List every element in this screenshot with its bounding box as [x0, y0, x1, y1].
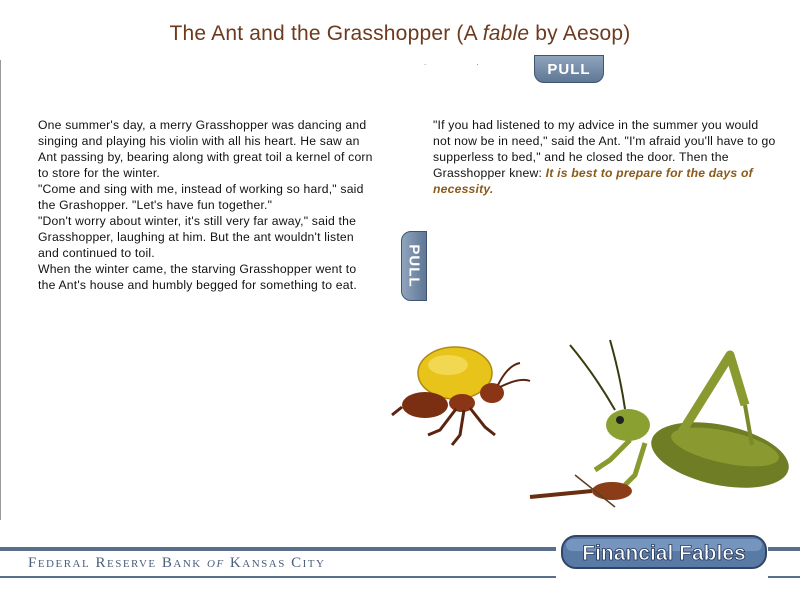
pull-tab-side-label: PULL [405, 244, 423, 288]
footer-rule-top-right [768, 547, 800, 551]
org-name-of: of [207, 555, 225, 571]
footer-rule-bottom-right [768, 576, 800, 578]
page-title [0, 22, 800, 46]
story-paragraph: When the winter came, the starving Grasshopper went to the Ant's house and humbly begged for something to eat. [38, 262, 357, 292]
story-paragraph: "Come and sing with me, instead of working so hard," said the Grashopper. "Let's have fun together." [38, 182, 364, 212]
title-suffix: by Aesop) [529, 22, 631, 45]
federal-reserve-logo-text [28, 555, 325, 572]
org-name-part: Federal Reserve Bank [28, 555, 207, 571]
story-moral: It is best to prepare for the days of necessity. [433, 166, 753, 196]
ant-and-grasshopper-illustration [380, 335, 800, 510]
story-right-column [433, 117, 778, 197]
financial-fables-logo [560, 532, 768, 572]
footer-rule-bottom [0, 576, 556, 578]
story-left-column [38, 117, 373, 293]
story-ending: "If you had listened to my advice in the summer you would not now be in need," said the Ant. "I'm afraid you'll have to go supperless to bed," and he closed the door. Then the Grasshopper knew: [433, 118, 776, 180]
story-paragraph: "Don't worry about winter, it's still very far away," said the Grasshopper, laughing at him. But the ant wouldn't listen and continued to toil. [38, 214, 357, 260]
footer-rule-top [0, 547, 556, 551]
decorative-dots: . . [424, 58, 503, 67]
logo-text: Financial Fables [582, 542, 746, 565]
org-name-part: Kansas City [224, 555, 326, 571]
left-divider [0, 60, 1, 520]
pull-tab-side[interactable] [401, 231, 427, 301]
title-italic: fable [482, 22, 530, 45]
violin-icon [530, 475, 632, 507]
pull-tab-top[interactable]: PULL [534, 55, 604, 83]
title-main: The Ant and the Grasshopper (A [169, 22, 483, 45]
story-paragraph: One summer's day, a merry Grasshopper was dancing and singing and playing his violin with all his heart. He saw an Ant passing by, bearing along with great toil a kernel of corn to store for the winter. [38, 118, 373, 180]
grasshopper-figure [570, 340, 795, 499]
